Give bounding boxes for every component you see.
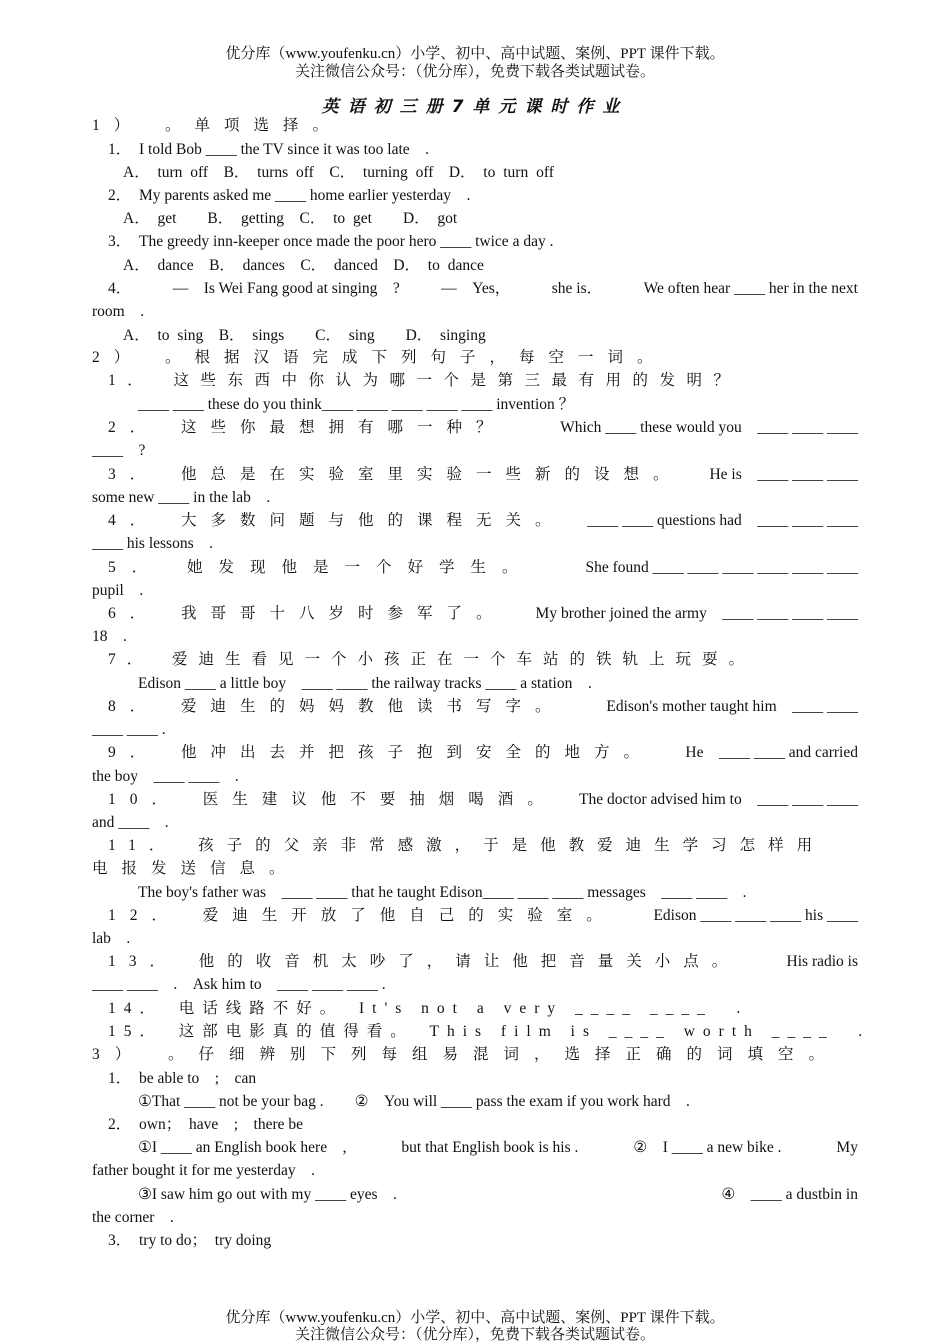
text-segment: 12． 爱迪生开放了他自己的实验室。 [108, 907, 616, 924]
page-title: 英语初三册7单元课时作业 [321, 97, 629, 117]
text-segment: 3． The greedy inn-keeper once made the poor hero ____ twice a day . [108, 233, 554, 250]
text-segment: 7． 爱迪生看见一个小孩正在一个车站的铁轨上玩耍。 [108, 651, 756, 668]
text-segment: She found ____ ____ ____ ____ ____ ____ [585, 559, 858, 576]
text-segment: ____ ____ . [92, 721, 166, 738]
q2-13-line [108, 952, 858, 972]
text-segment: the boy ____ ____ . [92, 768, 239, 785]
q3-2-sentence-3-4 [138, 1185, 858, 1205]
q2-7-chinese [108, 650, 858, 670]
text-segment: He is ____ ____ ____ [709, 466, 858, 483]
text-segment: ④ ____ a dustbin in [721, 1186, 858, 1203]
text-segment: ____ his lessons . [92, 535, 213, 552]
page-footer-line-2: 关注微信公众号：（优分库），免费下载各类试题试卷。 [294, 1327, 655, 1343]
text-segment: 3． try to do； try doing [108, 1232, 272, 1249]
q2-11-chinese [108, 836, 858, 856]
q2-5-continued [92, 581, 858, 601]
q2-8-continued [92, 720, 858, 740]
q1-2-options [123, 209, 858, 229]
q3-2-words [108, 1115, 858, 1135]
q2-3-continued [92, 488, 858, 508]
text-segment: My brother joined the army ____ ____ ____ ____ [535, 605, 858, 622]
text-segment: Edison's mother taught him ____ ____ [606, 698, 858, 715]
q3-2-continued [92, 1161, 858, 1181]
section-3-heading [92, 1045, 858, 1065]
q2-14-line [108, 999, 858, 1019]
q1-4-options [123, 326, 858, 346]
text-segment: ____ ____ . Ask him to ____ ____ ____ . [92, 976, 386, 993]
text-segment: 14． 电话线路不好。 It's not a very ____ ____ . [108, 1000, 749, 1017]
text-segment: 4． [108, 280, 132, 297]
text-segment: 10． 医生建议他不要抽烟喝酒。 [108, 791, 557, 808]
q2-10-continued [92, 813, 858, 833]
q2-1-english [138, 395, 858, 415]
text-segment: lab . [92, 930, 131, 947]
q2-10-line [108, 790, 858, 810]
q1-4-stem [108, 279, 858, 299]
q1-3-stem [108, 232, 858, 252]
text-segment: ③I saw him go out with my ____ eyes . [138, 1186, 397, 1203]
q2-11-chinese-continued [92, 859, 858, 879]
text-segment: 1． 这些东西中你认为哪一个是第三最有用的发明？ [108, 372, 741, 389]
q2-4-continued [92, 534, 858, 554]
text-segment: room . [92, 303, 145, 320]
q2-6-continued [92, 627, 858, 647]
text-segment: 6． 我哥哥十八岁时参军了。 [108, 605, 506, 622]
q1-1-stem [108, 140, 858, 160]
text-segment: ①I ____ an English book here , [138, 1139, 347, 1156]
text-segment: My [836, 1139, 858, 1156]
text-segment: 11． 孩子的父亲非常感激，于是他教爱迪生学习怎样用 [108, 837, 826, 854]
q2-1-chinese [108, 371, 858, 391]
text-segment: ② I ____ a new bike . [633, 1139, 782, 1156]
q2-7-english [138, 674, 858, 694]
q2-12-continued [92, 929, 858, 949]
text-segment: 15． 这部电影真的值得看。 This film is ____ worth ____ . [108, 1023, 871, 1040]
q2-9-line [108, 743, 858, 763]
q2-6-line [108, 604, 858, 624]
text-segment: 3） 。仔细辨别下列每组易混词，选择正确的词填空。 [92, 1046, 840, 1063]
text-segment: and ____ . [92, 814, 169, 831]
q1-3-options [123, 256, 858, 276]
text-segment: 13． 他的收音机太吵了，请让他把音量关小点。 [108, 953, 741, 970]
q2-15-line [108, 1022, 871, 1042]
text-segment: the corner . [92, 1209, 174, 1226]
text-segment: Which ____ these would you ____ ____ ____ [560, 419, 858, 436]
q3-2-continued-2 [92, 1208, 858, 1228]
q3-2-sentence-1-2 [138, 1138, 858, 1158]
section-1-heading [92, 116, 858, 136]
q3-3-words [108, 1231, 858, 1251]
q1-4-stem-continued [92, 302, 858, 322]
q2-11-english [138, 883, 858, 903]
text-segment: some new ____ in the lab . [92, 489, 271, 506]
text-segment: she is． [551, 280, 603, 297]
text-segment: 2． My parents asked me ____ home earlier yesterday . [108, 187, 471, 204]
q2-2-line [108, 418, 858, 438]
text-segment: 3． 他总是在实验室里实验一些新的设想。 [108, 466, 683, 483]
text-segment: 9． 他冲出去并把孩子抱到安全的地方。 [108, 744, 654, 761]
section-2-heading [92, 348, 858, 368]
text-segment: The boy's father was ____ ____ that he taught Edison____ ____ ____ messages ____ ____ . [138, 884, 747, 901]
text-segment: A． turn off B． turns off C． turning off D． to turn off [123, 164, 554, 181]
text-segment: ①That ____ not be your bag . ② You will ____ pass the exam if you work hard . [138, 1093, 690, 1110]
text-segment: — Yes， [441, 280, 511, 297]
q1-1-options [123, 163, 858, 183]
text-segment: 2． own； have ; there be [108, 1116, 303, 1133]
q2-9-continued [92, 767, 858, 787]
text-segment: 4． 大多数问题与他的课程无关。 [108, 512, 565, 529]
text-segment: A． to sing B． sings C． sing D． singing [123, 327, 486, 344]
q2-13-continued [92, 975, 858, 995]
text-segment: 1） 。单项选择。 [92, 117, 343, 134]
text-segment: 2） 。根据汉语完成下列句子，每空一词。 [92, 349, 667, 366]
text-segment: A． get B． getting C． to get D． got [123, 210, 458, 227]
text-segment: pupil . [92, 582, 144, 599]
q2-12-line [108, 906, 858, 926]
text-segment: 1． I told Bob ____ the TV since it was too late . [108, 141, 430, 158]
text-segment: ____ ? [92, 442, 146, 459]
q3-1-sentences [138, 1092, 858, 1112]
text-segment: 8． 爱迪生的妈妈教他读书写字。 [108, 698, 565, 715]
text-segment: He ____ ____ and carried [685, 744, 858, 761]
text-segment: ____ ____ questions had ____ ____ ____ [587, 512, 858, 529]
text-segment: 电报发送信息。 [92, 860, 299, 877]
text-segment: 5． 她发现他是一个好学生。 [108, 559, 534, 576]
text-segment: We often hear ____ her in the next [643, 280, 858, 297]
text-segment: but that English book is his . [401, 1139, 579, 1156]
page-footer-line-1: 优分库（www.youfenku.cn）小学、初中、高中试题、案例、PPT 课件下载。 [225, 1310, 725, 1326]
text-segment: The doctor advised him to ____ ____ ____ [579, 791, 858, 808]
q2-8-line [108, 697, 858, 717]
q2-4-line [108, 511, 858, 531]
text-segment: Edison ____ a little boy ____ ____ the railway tracks ____ a station . [138, 675, 592, 692]
text-segment: 2． 这些你最想拥有哪一种？ [108, 419, 506, 436]
q1-2-stem [108, 186, 858, 206]
q2-2-continued [92, 441, 858, 461]
page-header-line-1: 优分库（www.youfenku.cn）小学、初中、高中试题、案例、PPT 课件下载。 [225, 46, 725, 62]
text-segment: — Is Wei Fang good at singing ? [172, 280, 400, 297]
text-segment: ____ ____ these do you think____ ____ ____ ____ ____ invention ？ [138, 396, 575, 413]
text-segment: Edison ____ ____ ____ his ____ [653, 907, 858, 924]
text-segment: 1． be able to ; can [108, 1070, 257, 1087]
text-segment: A． dance B． dances C． danced D． to dance [123, 257, 484, 274]
q2-5-line [108, 558, 858, 578]
q2-3-line [108, 465, 858, 485]
text-segment: 18 . [92, 628, 127, 645]
text-segment: His radio is [786, 953, 858, 970]
page-header-line-2: 关注微信公众号：（优分库），免费下载各类试题试卷。 [294, 64, 655, 80]
text-segment: father bought it for me yesterday . [92, 1162, 315, 1179]
q3-1-words [108, 1069, 858, 1089]
